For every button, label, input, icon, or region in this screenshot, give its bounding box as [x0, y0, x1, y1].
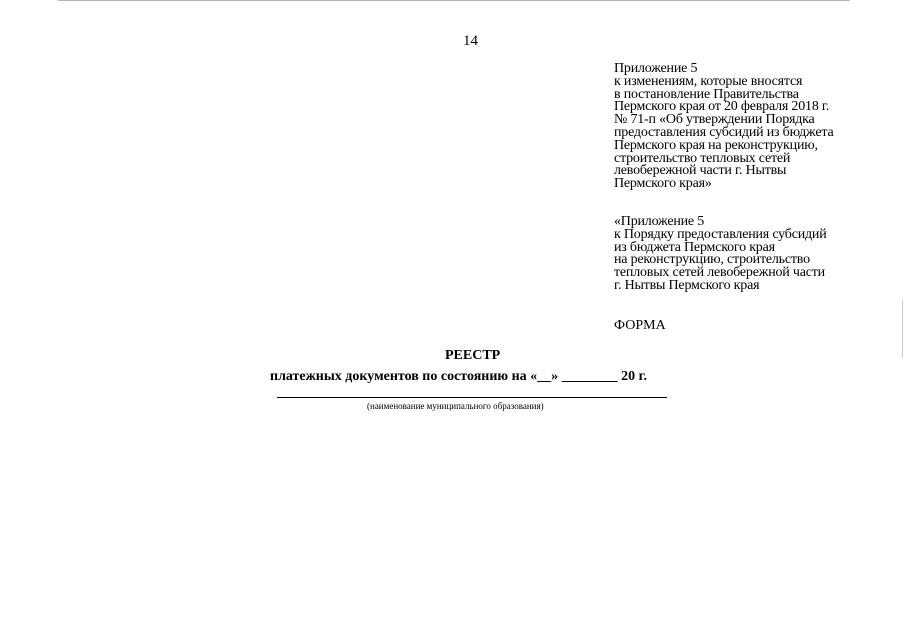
- document-subtitle: платежных документов по состоянию на «__» ________ 20 г.: [270, 369, 647, 384]
- appendix-line: строительство тепловых сетей: [614, 150, 791, 166]
- municipality-caption: (наименование муниципального образования): [367, 401, 544, 411]
- appendix-line: к изменениям, которые вносятся: [614, 73, 803, 89]
- appendix-header-procedure: [614, 216, 827, 293]
- appendix-line: Пермского края на реконструкцию,: [614, 137, 818, 153]
- municipality-name-line: [277, 397, 667, 398]
- appendix-line: г. Нытвы Пермского края: [614, 277, 760, 293]
- appendix-line: «Приложение 5: [614, 214, 705, 229]
- appendix-line: тепловых сетей левобережной части: [614, 265, 825, 281]
- appendix-line: из бюджета Пермского края: [614, 239, 775, 255]
- appendix-line: предоставления субсидий из бюджета: [614, 124, 834, 140]
- top-border-line: [58, 0, 850, 1]
- appendix-line: Пермского края от 20 февраля 2018 г.: [614, 99, 830, 115]
- appendix-header-amendments: [614, 63, 833, 191]
- appendix-line: в постановление Правительства: [614, 86, 799, 102]
- document-title: РЕЕСТР: [445, 348, 501, 363]
- appendix-line: к Порядку предоставления субсидий: [614, 226, 827, 242]
- form-label: ФОРМА: [614, 318, 666, 333]
- appendix-line: Приложение 5: [614, 61, 698, 76]
- page-number: 14: [463, 33, 478, 49]
- appendix-line: Пермского края»: [614, 176, 712, 192]
- appendix-line: на реконструкцию, строительство: [614, 252, 810, 268]
- appendix-line: левобережной части г. Нытвы: [614, 163, 787, 179]
- appendix-line: № 71-п «Об утверждении Порядка: [614, 112, 815, 128]
- right-edge-mark: [902, 300, 903, 358]
